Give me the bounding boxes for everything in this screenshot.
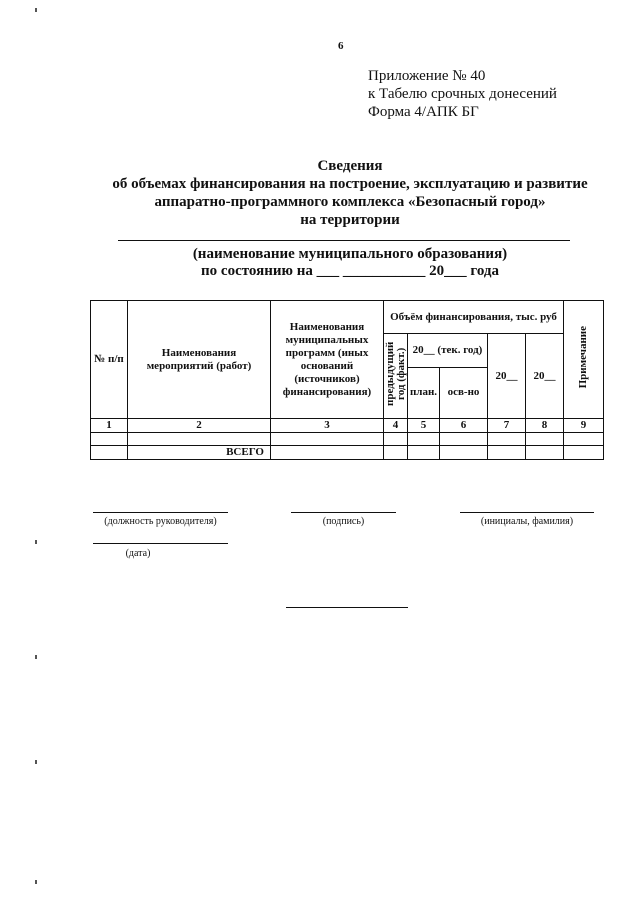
title-line-2: об объемах финансирования на построение, эксплуатацию и развитие (112, 176, 588, 192)
index-row (91, 419, 604, 433)
appendix-line-2: к Табелю срочных донесений (368, 86, 557, 102)
municipality-label: (наименование муниципального образования) (192, 246, 508, 262)
appendix-line-3: Форма 4/АПК БГ (368, 104, 479, 120)
signature-label: (подпись) (322, 516, 365, 527)
total-label: ВСЕГО (128, 446, 271, 460)
scan-mark (35, 655, 37, 659)
header-name: Наименования мероприятий (работ) (128, 301, 271, 419)
index-cell: 8 (526, 419, 564, 433)
header-next-year-2: 20__ (526, 334, 564, 419)
index-cell: 5 (408, 419, 440, 433)
header-num: № п/п (91, 301, 128, 419)
end-separator (286, 607, 408, 608)
municipality-underline (118, 240, 570, 241)
date-label: (дата) (125, 548, 151, 559)
title-heading: Сведения (317, 158, 383, 174)
title-line-3: аппаратно-программного комплекса «Безопасный город» (154, 194, 546, 210)
date-line (93, 543, 228, 544)
initials-line (460, 512, 594, 513)
header-note: Примечание (564, 301, 604, 419)
appendix-line-1: Приложение № 40 (368, 68, 486, 84)
signature-line (291, 512, 396, 513)
header-prev-year: предыдущий год (факт.) (384, 334, 408, 419)
as-of-day-blank: ___ (316, 263, 340, 279)
as-of-prefix: по состоянию на (201, 263, 313, 279)
position-label: (должность руководителя) (104, 516, 217, 527)
header-current-year: 20__ (тек. год) (408, 334, 488, 368)
scan-mark (35, 760, 37, 764)
index-cell: 6 (440, 419, 488, 433)
initials-label: (инициалы, фамилия) (480, 516, 574, 527)
header-plan: план. (408, 367, 440, 418)
appendix-block (368, 67, 557, 121)
header-used: осв-но (440, 367, 488, 418)
scan-mark (35, 540, 37, 544)
index-cell: 3 (271, 419, 384, 433)
header-programs: Наименования муниципальных программ (иных оснований (источников) финансирования) (271, 301, 384, 419)
as-of-year-prefix: 20 (429, 263, 445, 279)
as-of-date (60, 262, 640, 280)
header-next-year-1: 20__ (488, 334, 526, 419)
as-of-suffix: года (470, 263, 499, 279)
index-cell: 4 (384, 419, 408, 433)
index-cell: 7 (488, 419, 526, 433)
page-number: 6 (338, 40, 344, 52)
scan-mark (35, 8, 37, 12)
as-of-year-blank: ___ (444, 263, 467, 279)
table-row (91, 433, 604, 446)
total-row (91, 446, 604, 460)
header-funding: Объём финансирования, тыс. руб (384, 301, 564, 334)
index-cell: 2 (128, 419, 271, 433)
financing-table (90, 300, 604, 460)
as-of-month-blank: ___________ (342, 263, 426, 279)
index-cell: 9 (564, 419, 604, 433)
index-cell: 1 (91, 419, 128, 433)
scan-mark (35, 880, 37, 884)
position-line (93, 512, 228, 513)
title-line-4: на территории (300, 212, 400, 228)
